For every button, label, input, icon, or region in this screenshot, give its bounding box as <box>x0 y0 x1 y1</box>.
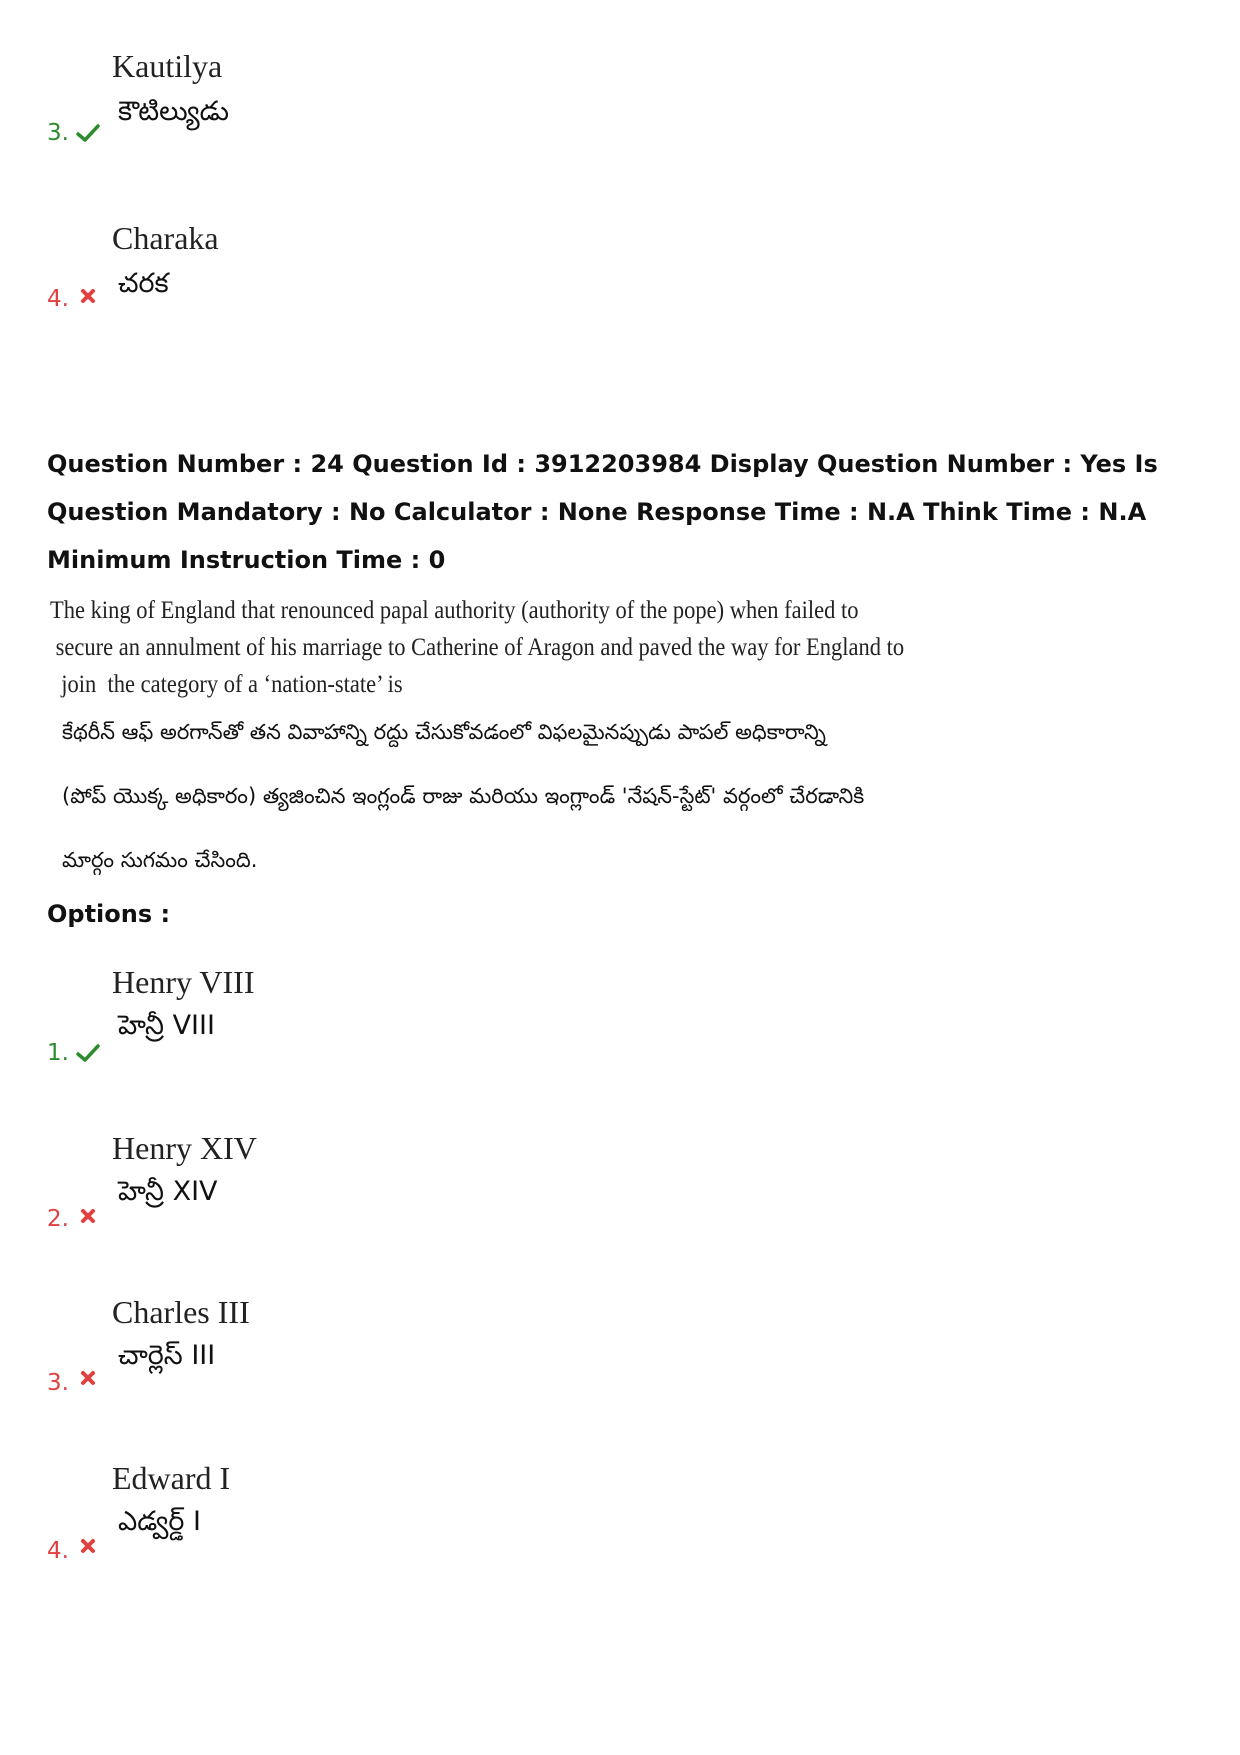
option-english-text: Edward I <box>112 1460 231 1496</box>
option-telugu-text: చార్లెస్ III <box>118 1340 216 1371</box>
question-english-line: secure an annulment of his marriage to Catherine of Aragon and paved the way for England to <box>50 634 905 661</box>
options-label: Options : <box>47 900 171 928</box>
option-number: 1. <box>47 1040 69 1066</box>
question-english-line: join the category of a ‘nation-state’ is <box>50 671 403 698</box>
option-number: 4. <box>47 286 69 312</box>
question-telugu-line: మార్గం సుగమం చేసింది. <box>62 848 258 872</box>
question-text-english <box>50 592 905 703</box>
question-text-telugu <box>62 700 942 892</box>
option-telugu-text: చరక <box>118 268 169 299</box>
question-telugu-line: కేథరీన్ ఆఫ్ అరగాన్‌తో తన వివాహాన్ని రద్దు చేసుకోవడంలో విఫలమైనప్పుడు పాపల్ అధికారాన్ని <box>62 720 826 744</box>
option-1 <box>0 960 1240 1090</box>
option-telugu-text: హెన్రీ VIII <box>118 1010 215 1041</box>
question-meta: Question Number : 24 Question Id : 3912203984 Display Question Number : Yes Is Question Mandatory : No Calculator : None Response Time : N.A Think Time : N.A Minimum Instruction Time : 0 <box>47 450 1158 574</box>
option-english-text: Henry VIII <box>112 964 255 1000</box>
option-english-text: Charaka <box>112 220 219 256</box>
option-english-text: Charles III <box>112 1294 250 1330</box>
option-3 <box>0 1290 1240 1420</box>
option-4 <box>0 1456 1240 1586</box>
cross-icon <box>76 1206 100 1226</box>
option-number: 3. <box>47 120 69 146</box>
option-number: 2. <box>47 1206 69 1232</box>
question-telugu-line: (పోప్ యొక్క అధికారం) త్యజించిన ఇంగ్లండ్ రాజు మరియు ఇంగ్లాండ్ 'నేషన్-స్టేట్' వర్గంలో చేరడానికి <box>62 784 865 808</box>
cross-icon <box>76 1536 100 1556</box>
check-icon <box>76 123 100 143</box>
option-telugu-text: ఎడ్వర్డ్ I <box>118 1506 201 1537</box>
prev-option-3 <box>0 40 1240 170</box>
option-telugu-text: కౌటిల్యుడు <box>118 96 229 127</box>
cross-icon <box>76 1368 100 1388</box>
option-telugu-text: హెన్రీ XIV <box>118 1176 218 1207</box>
cross-icon <box>76 286 100 306</box>
option-number: 3. <box>47 1370 69 1396</box>
prev-option-4 <box>0 212 1240 342</box>
option-english-text: Henry XIV <box>112 1130 257 1166</box>
check-icon <box>76 1043 100 1063</box>
option-number: 4. <box>47 1538 69 1564</box>
question-english-line: The king of England that renounced papal authority (authority of the pope) when failed to <box>50 597 859 624</box>
option-english-text: Kautilya <box>112 48 223 84</box>
option-2 <box>0 1126 1240 1256</box>
